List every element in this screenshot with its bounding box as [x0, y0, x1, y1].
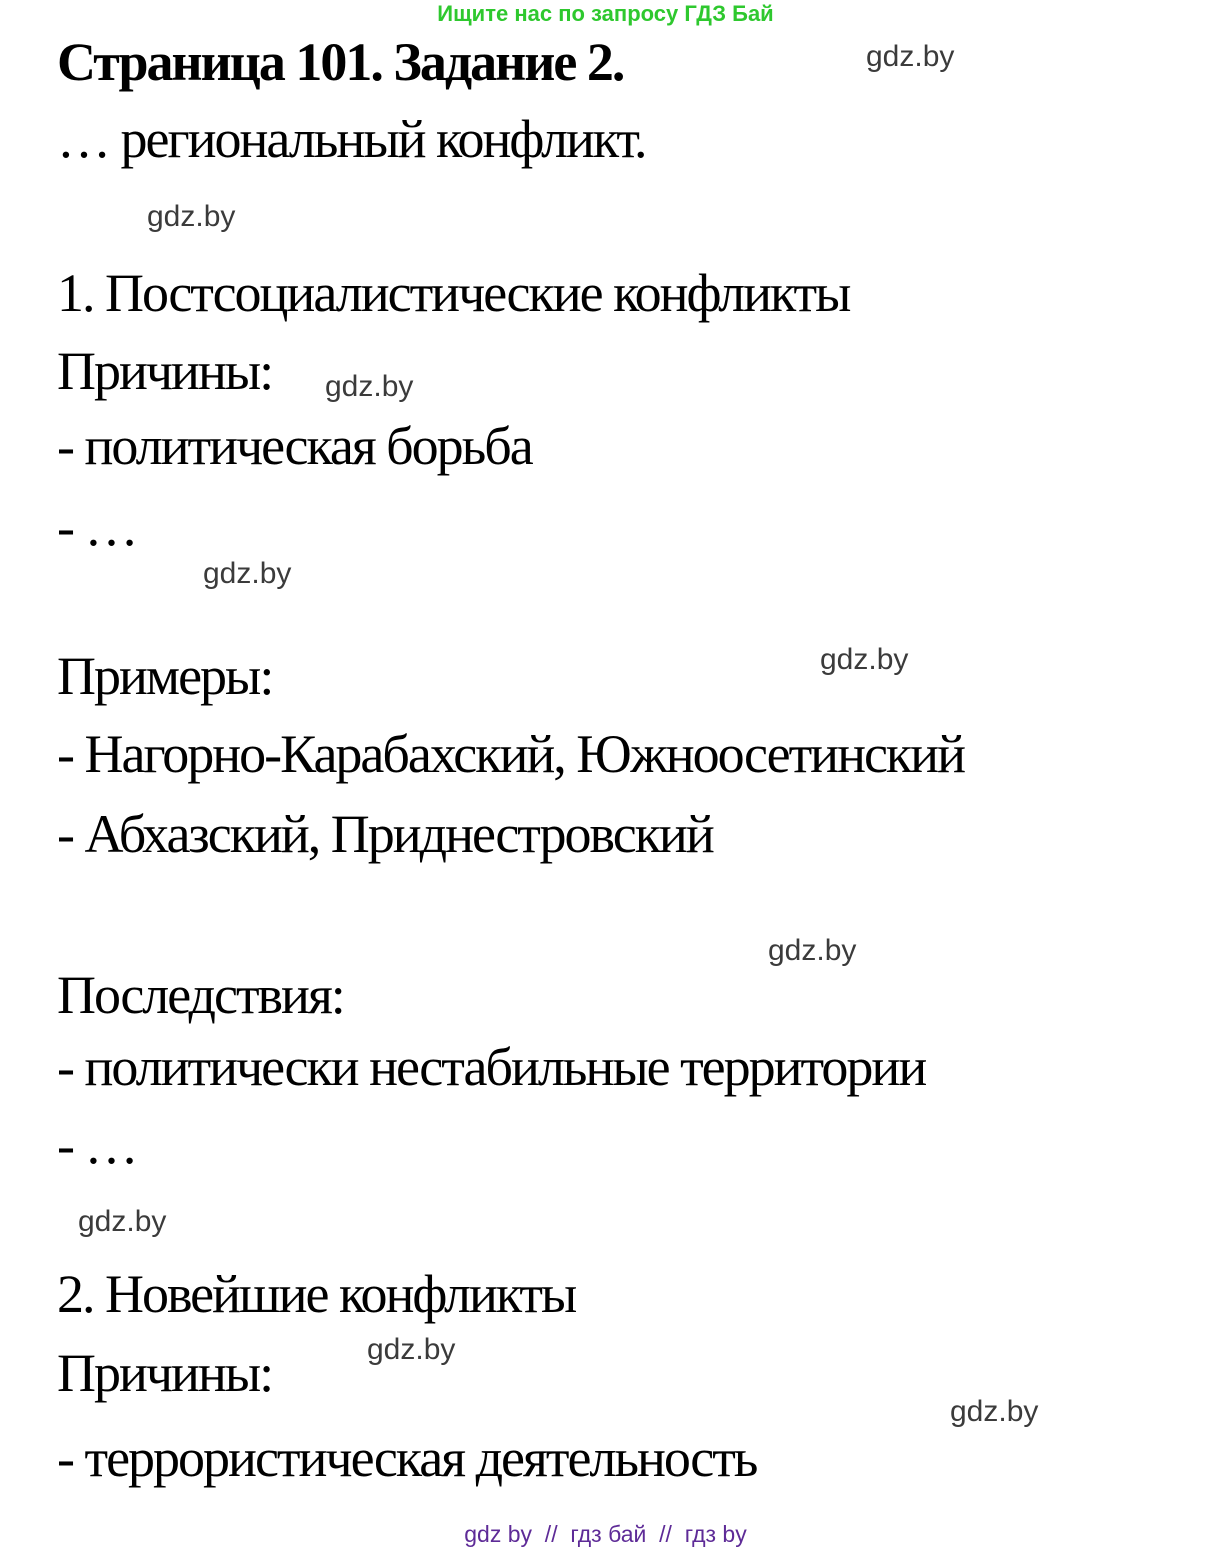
- section-1-consequences-item-1: - политически нестабильные территории: [57, 1037, 926, 1097]
- gdz-watermark-3: gdz.by: [325, 370, 414, 403]
- section-2-causes-label: Причины:: [57, 1343, 273, 1403]
- section-1-examples-item-2: - Абхазский, Приднестровский: [57, 804, 713, 864]
- section-2-heading: 2. Новейшие конфликты: [57, 1264, 576, 1324]
- page-title: Страница 101. Задание 2.: [57, 32, 624, 92]
- section-1-examples-item-1: - Нагорно-Карабахский, Южноосетинский: [57, 724, 964, 784]
- gdz-watermark-7: gdz.by: [78, 1205, 167, 1238]
- section-1-causes-item-2: - …: [57, 497, 137, 557]
- gdz-watermark-8: gdz.by: [367, 1333, 456, 1366]
- gdz-watermark-6: gdz.by: [768, 934, 857, 967]
- intro-line: … региональный конфликт.: [57, 109, 646, 169]
- section-1-consequences-label: Последствия:: [57, 965, 344, 1025]
- gdz-watermark-1: gdz.by: [866, 40, 955, 73]
- section-1-examples-label: Примеры:: [57, 646, 273, 706]
- page-footer: gdz by // гдз бай // гдз by: [464, 1521, 747, 1547]
- site-banner: Ищите нас по запросу ГДЗ Бай: [437, 1, 774, 26]
- section-1-causes-label: Причины:: [57, 341, 273, 401]
- section-1-consequences-item-2: - …: [57, 1115, 137, 1175]
- section-1-heading: 1. Постсоциалистические конфликты: [57, 263, 850, 323]
- section-2-causes-item-1: - террористическая деятельность: [57, 1428, 757, 1488]
- gdz-watermark-2: gdz.by: [147, 200, 236, 233]
- section-1-causes-item-1: - политическая борьба: [57, 416, 532, 476]
- gdz-watermark-4: gdz.by: [203, 557, 292, 590]
- gdz-watermark-5: gdz.by: [820, 643, 909, 676]
- gdz-watermark-9: gdz.by: [950, 1395, 1039, 1428]
